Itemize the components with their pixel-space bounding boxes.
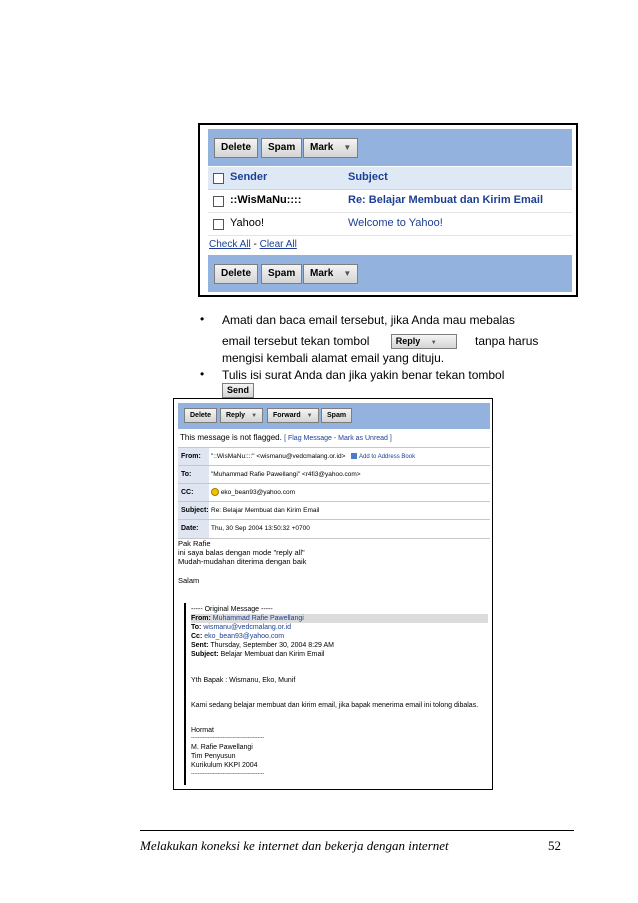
instruction-line: Amati dan baca email tersebut, jika Anda mau mebalas	[222, 313, 515, 327]
message-row[interactable]	[208, 213, 572, 236]
divider: --------------------------------------------	[191, 735, 265, 741]
from-value: "::WisMaNu::::" <wismanu@vedcmalang.or.id> Add to Address Book	[211, 453, 416, 460]
body-line: ini saya balas dengan mode "reply all"	[178, 548, 305, 557]
selection-links	[209, 239, 297, 250]
address-book-icon	[351, 453, 357, 459]
forward-button[interactable]: Forward ▼	[267, 408, 319, 423]
header-from: From: "::WisMaNu::::" <wismanu@vedcmalang.or.id> Add to Address Book	[178, 447, 490, 466]
signature-line: Tim Penyusun	[191, 753, 236, 760]
row-checkbox[interactable]	[213, 196, 224, 207]
delete-button[interactable]: Delete	[184, 408, 217, 423]
page-number: 52	[548, 838, 561, 853]
original-from: From: Muhammad Rafie Pawellangi	[191, 614, 488, 623]
footer-text: Melakukan koneksi ke internet dan bekerja dengan internet	[140, 838, 449, 853]
chevron-down-icon: ▼	[430, 340, 437, 347]
link-separator: -	[253, 239, 257, 250]
footer-rule	[140, 830, 574, 831]
body-line: Salam	[178, 576, 200, 585]
header-subject: Subject: Re: Belajar Membuat dan Kirim Email	[178, 501, 490, 520]
subject-value: Re: Belajar Membuat dan Kirim Email	[211, 507, 320, 514]
bullet-icon: •	[200, 367, 205, 381]
message-toolbar	[178, 403, 490, 429]
inbox-screenshot	[198, 123, 578, 297]
message-row[interactable]	[208, 190, 572, 213]
bullet-icon: •	[200, 312, 205, 326]
spam-button[interactable]: Spam	[321, 408, 352, 423]
message-list-header	[208, 167, 572, 190]
header-cc: CC: eko_bean93@yahoo.com	[178, 483, 490, 502]
instruction-line: email tersebut tekan tombol Reply ▼	[222, 333, 457, 349]
send-button-image: Send	[222, 382, 254, 400]
original-body: Kami sedang belajar membuat dan kirim email, jika bapak menerima email ini tolong dibalas.	[191, 702, 479, 709]
reply-button[interactable]: Reply ▼	[220, 408, 263, 423]
mark-button[interactable]: Mark ▼	[303, 138, 358, 158]
signature-line: Kurikulum KKPI 2004	[191, 762, 258, 769]
mark-button[interactable]: Mark ▼	[303, 264, 358, 284]
header-to: To: "Muhammad Rafie Pawellangi" <r4fi3@yahoo.com>	[178, 465, 490, 484]
reply-button-image: Reply ▼	[391, 334, 457, 349]
body-line: Mudah-mudahan diterima dengan baik	[178, 557, 307, 566]
original-sent: Sent: Thursday, September 30, 2004 8:29 AM	[191, 642, 334, 649]
delete-button[interactable]: Delete	[214, 138, 258, 158]
check-all-link[interactable]: Check All	[209, 239, 251, 250]
row-checkbox[interactable]	[213, 219, 224, 230]
flag-status: This message is not flagged. [ Flag Message - Mark as Unread ]	[180, 433, 392, 442]
add-to-address-book-link[interactable]: Add to Address Book	[359, 454, 416, 460]
delete-button[interactable]: Delete	[214, 264, 258, 284]
sender-column-header[interactable]: Sender	[230, 171, 268, 183]
instruction-line: mengisi kembali alamat email yang dituju.	[222, 351, 445, 365]
original-subject: Subject: Belajar Membuat dan Kirim Email	[191, 651, 325, 658]
body-line: Pak Rafie	[178, 539, 211, 548]
original-to: To: wismanu@vedcmalang.or.id	[191, 624, 291, 631]
chevron-down-icon: ▼	[251, 413, 258, 419]
header-date: Date: Thu, 30 Sep 2004 13:50:32 +0700	[178, 519, 490, 539]
select-all-checkbox[interactable]	[213, 173, 224, 184]
original-cc: Cc: eko_bean93@yahoo.com	[191, 633, 285, 640]
bottom-toolbar	[208, 255, 572, 292]
instruction-line: Tulis isi surat Anda dan jika yakin benar tekan tombol	[222, 368, 505, 382]
clear-all-link[interactable]: Clear All	[259, 239, 297, 250]
instruction-line: tanpa harus	[475, 334, 539, 348]
original-message	[184, 603, 488, 785]
signature-line: M. Rafie Pawellangi	[191, 744, 253, 751]
smiley-icon	[211, 488, 219, 496]
subject-column-header[interactable]: Subject	[348, 171, 388, 183]
spam-button[interactable]: Spam	[261, 264, 302, 284]
subject-link[interactable]: Re: Belajar Membuat dan Kirim Email	[348, 194, 543, 206]
original-closing: Hormat	[191, 727, 214, 734]
flag-links[interactable]: [ Flag Message - Mark as Unread ]	[284, 435, 392, 442]
divider: --------------------------------------------	[191, 771, 265, 777]
cc-value: eko_bean93@yahoo.com	[211, 484, 295, 502]
original-greeting: Yth Bapak : Wismanu, Eko, Munif	[191, 677, 296, 684]
chevron-down-icon: ▼	[343, 269, 352, 278]
date-value: Thu, 30 Sep 2004 13:50:32 +0700	[211, 525, 310, 532]
sender-name: Yahoo!	[230, 217, 265, 229]
chevron-down-icon: ▼	[306, 413, 313, 419]
to-value: "Muhammad Rafie Pawellangi" <r4fi3@yahoo.com>	[211, 471, 361, 478]
subject-link[interactable]: Welcome to Yahoo!	[348, 217, 443, 229]
original-title: ----- Original Message -----	[191, 606, 273, 613]
sender-name: ::WisMaNu::::	[230, 194, 302, 206]
spam-button[interactable]: Spam	[261, 138, 302, 158]
chevron-down-icon: ▼	[343, 143, 352, 152]
message-screenshot	[173, 398, 493, 790]
top-toolbar	[208, 129, 572, 166]
